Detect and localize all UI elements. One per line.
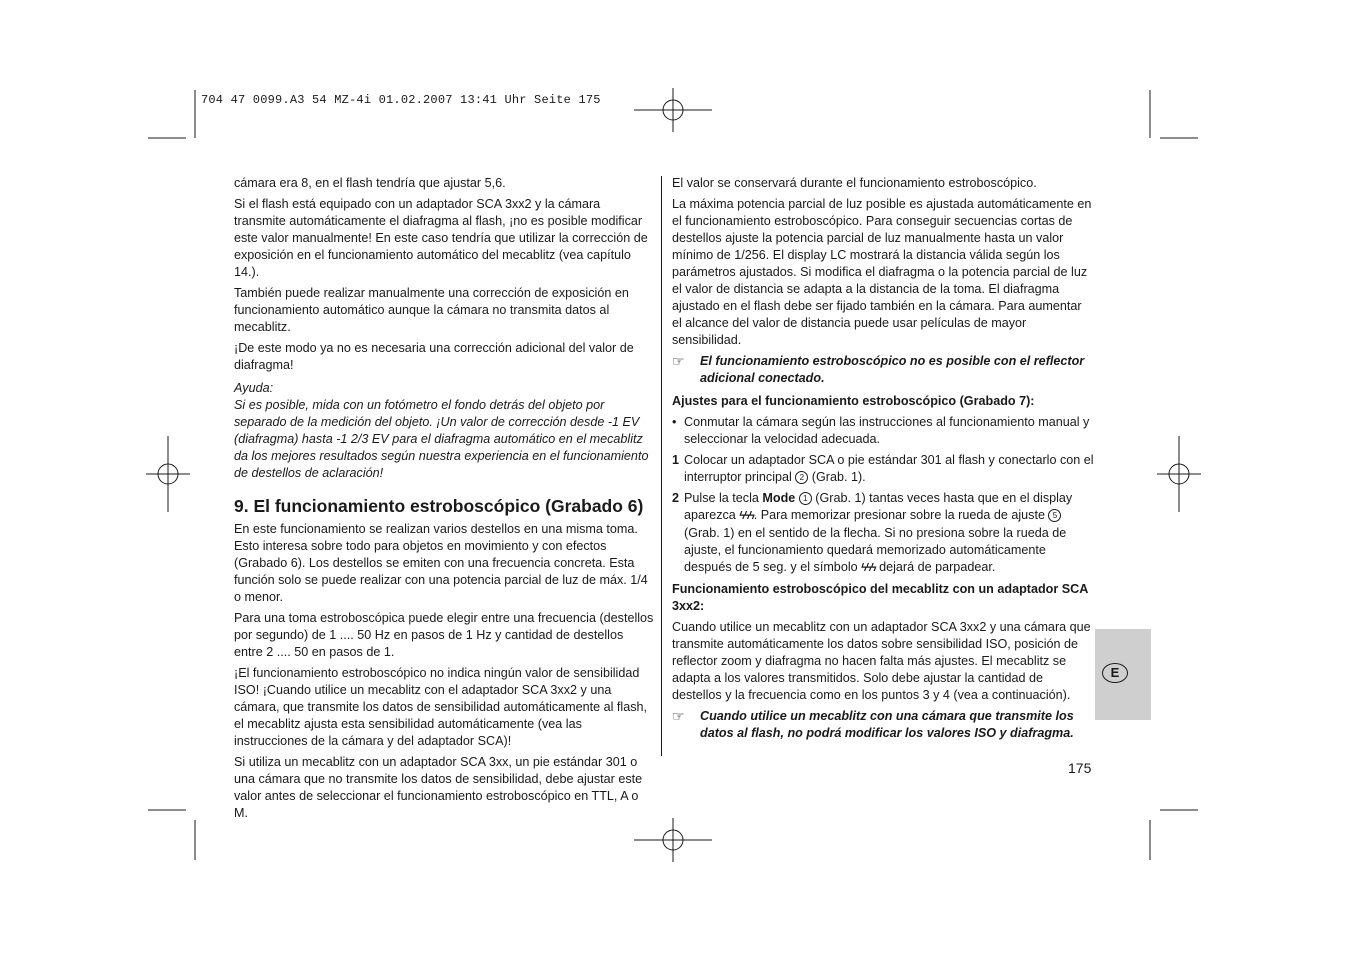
help-label: Ayuda: — [234, 381, 274, 395]
paragraph: En este funcionamiento se realizan varios destellos en una misma toma. Esto interesa sobre todo para objetos en movimiento y con efectos (Grabado 6). Los destellos se emiten con una frecuencia concreta. Esta función solo se puede realizar con una potencia parcial de luz de máx. 1/4 o menor. — [234, 522, 648, 604]
step-text: . Para memorizar presionar sobre la rueda de ajuste — [753, 508, 1049, 522]
list-item — [672, 414, 1094, 448]
paragraph: ¡El funcionamiento estroboscópico no indica ningún valor de sensibilidad ISO! ¡Cuando utilice un mecablitz con el adaptador SCA 3xx2 y una cámara, que transmite los datos de sensibilidad automáticamente al flash, el mecablitz ajusta esta sensibilidad automáticamente (vea las instrucciones de la cámara y del adaptador SCA)! — [234, 666, 648, 748]
list-item-text — [684, 452, 1094, 486]
bullet-icon: • — [672, 415, 677, 429]
list-item-text: Conmutar la cámara según las instrucciones al funcionamiento manual y seleccionar la velocidad adecuada. — [684, 415, 1090, 446]
help-text: Si es posible, mida con un fotómetro el fondo detrás del objeto por separado de la medición del objeto. ¡Un valor de corrección desde -1 EV (diafragma) hasta -1 2/3 EV para el diafragma automático en el mecablitz da los mejores resultados según nuestra experiencia en el funcionamiento de destellos de aclaración! — [234, 398, 649, 480]
subheading: Funcionamiento estroboscópico del mecablitz con un adaptador SCA 3xx2: — [672, 582, 1088, 613]
paragraph: El valor se conservará durante el funcionamiento estroboscópico. — [672, 176, 1037, 190]
left-column — [234, 175, 654, 826]
step-text: Colocar un adaptador SCA o pie estándar 301 al flash y conectarlo con el interruptor principal — [684, 453, 1094, 484]
paragraph: Si utiliza un mecablitz con un adaptador SCA 3xx, un pie estándar 301 o una cámara que no transmite los datos de sensibilidad, debe ajustar este valor antes de seleccionar el funcionamiento estroboscópico en TTL, A o M. — [234, 755, 643, 820]
paragraph: También puede realizar manualmente una corrección de exposición en funcionamiento automático aunque la cámara no transmita datos al mecablitz. — [234, 286, 629, 334]
paragraph: La máxima potencia parcial de luz posible es ajustada automáticamente en el funcionamiento estroboscópico. Para conseguir secuencias cortas de destellos ajuste la potencia parcial de luz manualmente hasta un valor mínimo de 1/256. El display LC mostrará la distancia válida según los parámetros ajustados. Si modifica el diafragma o la potencia parcial de luz el valor de distancia se adapta a la distancia de la toma. El diafragma ajustado en el flash debe ser fijado también en la cámara. Para aumentar el alcance del valor de distancia puede usar películas de mayor sensibilidad. — [672, 197, 1092, 347]
mode-key: Mode — [762, 491, 796, 505]
list-item-text — [684, 490, 1094, 577]
print-slug: 704 47 0099.A3 54 MZ-4i 01.02.2007 13:41 Uhr Seite 175 — [201, 93, 601, 107]
paragraph: Para una toma estroboscópica puede elegir entre una frecuencia (destellos por segundo) de 1 .... 50 Hz en pasos de 1 Hz y cantidad de destellos entre 2 .... 50 en pasos de 1. — [234, 611, 654, 659]
step-text: (Grab. 1) tantas veces hasta que en el display aparezca — [684, 491, 1073, 522]
paragraph: Cuando utilice un mecablitz con un adaptador SCA 3xx2 y una cámara que transmite automáticamente los datos sobre sensibilidad ISO, posición de reflector zoom y diafragma no hacen falta más ajustes. El mecablitz se adapta a los valores transmitidos. Solo debe ajustar la cantidad de destellos y la frecuencia como en los puntos 3 y 4 (vea a continuación). — [672, 620, 1091, 702]
note-text: El funcionamiento estroboscópico no es posible con el reflector adicional conectado. — [700, 354, 1085, 385]
column-divider — [661, 176, 662, 756]
note-text: Cuando utilice un mecablitz con una cámara que transmite los datos al flash, no podrá modificar los valores ISO y diafragma. — [700, 709, 1074, 740]
paragraph: Si el flash está equipado con un adaptador SCA 3xx2 y la cámara transmite automáticamente el diafragma al flash, ¡no es posible modificar este valor manualmente! En este caso tendría que utilizar la corrección de exposición en el funcionamiento automático del mecablitz (vea capítulo 14.). — [234, 197, 648, 279]
strobe-icon: ϟϟϟ — [739, 510, 754, 522]
pointing-hand-icon: ☞ — [672, 708, 685, 724]
paragraph: ¡De este modo ya no es necesaria una corrección adicional del valor de diafragma! — [234, 341, 634, 372]
strobe-icon: ϟϟϟ — [861, 562, 876, 574]
step-text: Pulse la tecla — [684, 491, 763, 505]
subheading: Ajustes para el funcionamiento estroboscópico (Grabado 7): — [672, 394, 1035, 408]
section-heading: 9. El funcionamiento estroboscópico (Grabado 6) — [234, 496, 644, 516]
step-text: dejará de parpadear. — [875, 560, 996, 574]
circled-number: 5 — [1048, 509, 1061, 522]
language-badge: E — [1102, 663, 1128, 683]
page-number: 175 — [1068, 760, 1092, 776]
paragraph: cámara era 8, en el flash tendría que ajustar 5,6. — [234, 176, 506, 190]
pointing-hand-icon: ☞ — [672, 353, 685, 369]
note — [672, 353, 1094, 387]
circled-number: 2 — [795, 471, 808, 484]
right-column — [672, 175, 1094, 748]
step-text: (Grab. 1) en el sentido de la flecha. Si no presiona sobre la rueda de ajuste, el funcionamiento quedará memorizado automáticamente después de 5 seg. y el símbolo — [684, 526, 1067, 574]
note — [672, 708, 1094, 742]
step-number: 1 — [672, 453, 680, 467]
list-item — [672, 490, 1094, 577]
step-text: (Grab. 1). — [808, 470, 866, 484]
step-number: 2 — [672, 491, 680, 505]
circled-number: 1 — [799, 492, 812, 505]
list-item — [672, 452, 1094, 486]
